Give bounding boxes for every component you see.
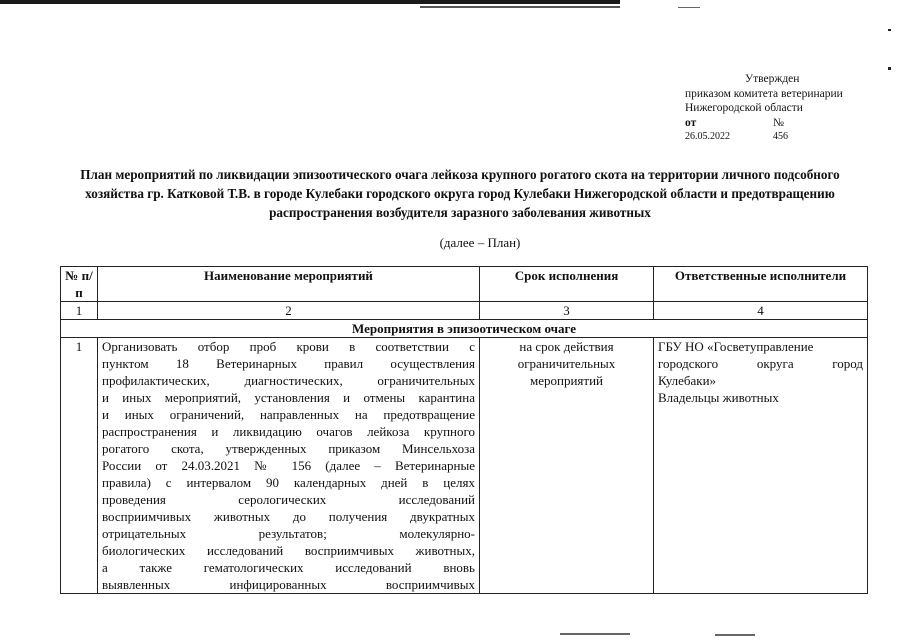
plan-table: [60, 266, 868, 594]
approval-no-label: №: [773, 116, 784, 129]
approval-ot-label: от: [685, 116, 697, 129]
column-number: 2: [98, 302, 480, 320]
section-title: Мероприятия в эпизоотическом очаге: [61, 320, 868, 338]
term-line: мероприятий: [530, 373, 603, 388]
measure-line: России от 24.03.2021 № 156 (далее – Ветеринарные: [102, 458, 475, 473]
approval-ot-row: [685, 116, 843, 131]
scan-edge-line: [420, 6, 620, 8]
measure-line: пунктом 18 Ветеринарных правил осуществления: [102, 356, 475, 371]
column-number: 1: [61, 302, 98, 320]
table-row: [61, 338, 868, 594]
header-cell-number: № п/п: [61, 267, 98, 302]
scan-edge-bottom: [715, 634, 755, 636]
approval-line: Нижегородской области: [685, 102, 803, 114]
measure-line: проведения серологических исследований: [102, 492, 475, 507]
column-number: 4: [654, 302, 868, 320]
row-measure: [98, 338, 480, 594]
scan-edge-bottom: [560, 633, 630, 635]
measure-line: а также гематологических исследований вновь: [102, 560, 475, 575]
document-title: План мероприятий по ликвидации эпизоотического очага лейкоза крупного рогатого скота на территории личного подсобного хозяйства гр. Катковой Т.В. в городе Кулебаки городского округа город Кулебаки Нижегородской области и предотвращению распространения возбудителя заразного заболевания животных: [80, 167, 840, 220]
document-subtitle: (далее – План): [439, 235, 521, 250]
approval-stamp-block: [685, 72, 843, 145]
term-line: на срок действия: [519, 339, 614, 354]
section-row: [61, 320, 868, 338]
measure-line: распространения и ликвидацию очагов лейкоза крупного: [102, 424, 475, 439]
table-header-row: [61, 267, 868, 302]
responsible-line: Владельцы животных: [658, 390, 779, 405]
responsible-line: Кулебаки»: [658, 373, 717, 388]
column-number-row: [61, 302, 868, 320]
scan-edge-top: [0, 0, 620, 4]
header-cell-responsible: Ответственные исполнители: [654, 267, 868, 302]
header-cell-term: Срок исполнения: [480, 267, 654, 302]
measure-line: выявленных инфицированных восприимчивых: [102, 577, 475, 592]
term-line: ограничительных: [517, 356, 616, 371]
scan-dash: [678, 7, 700, 8]
scan-speck: [888, 67, 891, 70]
approval-date-row: [685, 130, 843, 145]
approval-number: 456: [773, 131, 788, 142]
measure-line: профилактических, диагностических, ограничительных: [102, 373, 475, 388]
row-term: [480, 338, 654, 594]
measure-line: восприимчивых животных до получения двукратных: [102, 509, 475, 524]
header-cell-name: Наименование мероприятий: [98, 267, 480, 302]
measure-line: правила) с интервалом 90 календарных дней в целях: [102, 475, 475, 490]
approval-line: приказом комитета ветеринарии: [685, 87, 843, 100]
row-number: 1: [61, 338, 98, 594]
scan-speck: [888, 29, 891, 31]
column-number: 3: [480, 302, 654, 320]
approval-line: Утвержден: [745, 73, 800, 85]
measure-line: рогатого скота, утвержденных приказом Минсельхоза: [102, 441, 475, 456]
measure-line: Организовать отбор проб крови в соответствии с: [102, 339, 475, 354]
measure-line: отрицательных результатов; молекулярно-: [102, 526, 475, 541]
measure-line: и иных ограничений, направленных на предотвращение: [102, 407, 475, 422]
measure-line: биологических исследований восприимчивых животных,: [102, 543, 475, 558]
responsible-line: городского округа город: [658, 356, 863, 371]
responsible-line: ГБУ НО «Госветуправление: [658, 339, 814, 354]
measure-line: и иных мероприятий, установления и отмены карантина: [102, 390, 475, 405]
approval-date: 26.05.2022: [685, 131, 730, 142]
row-responsible: [654, 338, 868, 594]
